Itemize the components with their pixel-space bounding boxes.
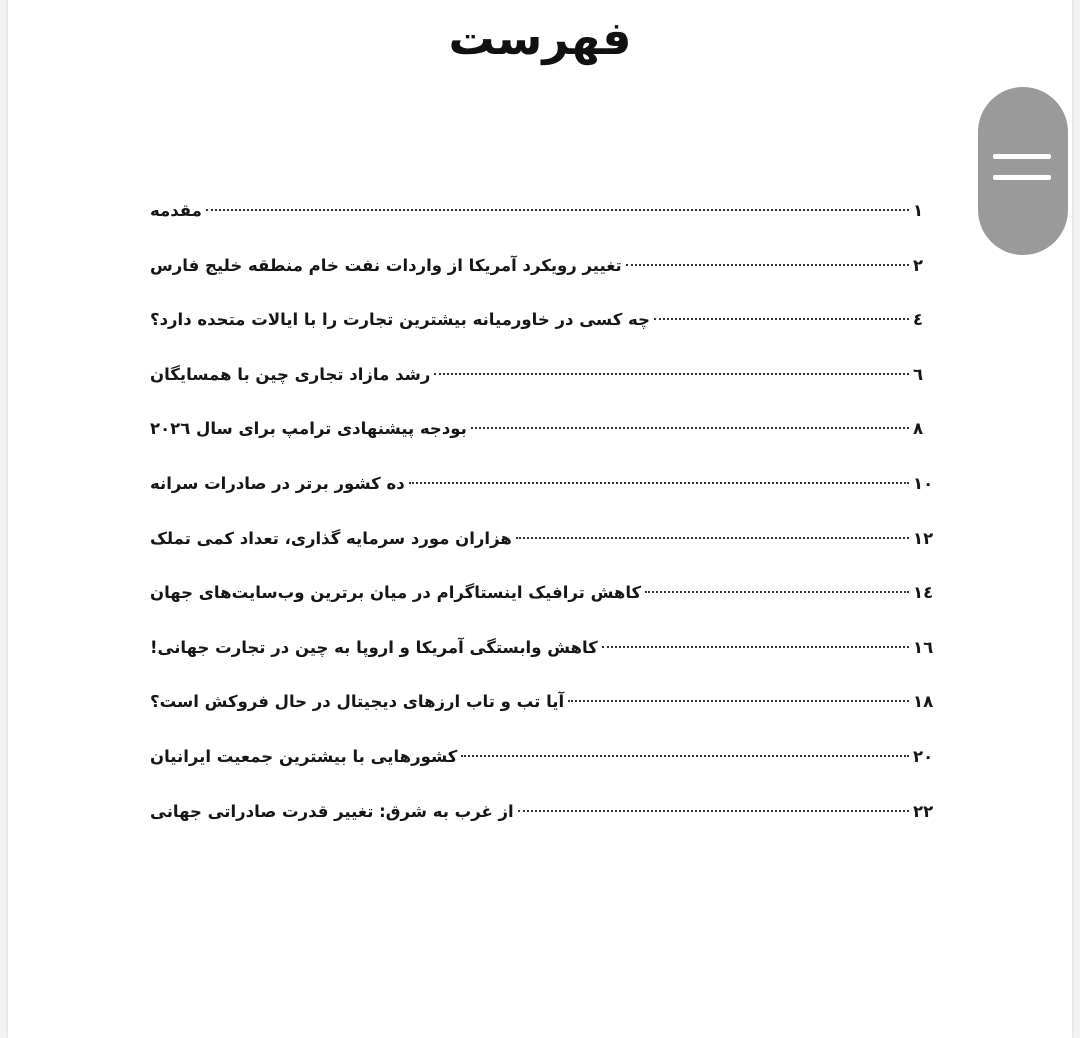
toc-item[interactable]: [144, 184, 937, 239]
toc-leader-dots: [461, 755, 909, 757]
toc-item[interactable]: [144, 293, 937, 348]
toc-item-title: ده کشور برتر در صادرات سرانه: [150, 473, 405, 493]
toc-item[interactable]: [144, 566, 937, 621]
toc-item-title: آیا تب و تاب ارزهای دیجیتال در حال فروکش است؟: [150, 692, 565, 712]
toc-item-page-number: ۲۲: [913, 801, 934, 821]
toc-item[interactable]: [144, 457, 937, 512]
toc-item-page-number: ۸: [913, 419, 924, 439]
toc-item-title: رشد مازاد تجاری چین با همسایگان: [150, 364, 431, 384]
toc-leader-dots: [471, 427, 909, 429]
toc-leader-dots: [626, 264, 909, 266]
toc-item-page-number: ۱: [913, 201, 924, 220]
toc-item[interactable]: [144, 730, 937, 785]
toc-item-page-number: ۲۰: [913, 746, 934, 766]
document-page: [8, 0, 1072, 1038]
toc-item-title: مقدمه: [150, 201, 202, 220]
toc-item-page-number: ۱۸: [913, 692, 934, 712]
toc-leader-dots: [516, 537, 909, 539]
toc-item[interactable]: [144, 239, 937, 294]
toc-item-page-number: ۱۰: [913, 473, 934, 493]
toc-item-title: کاهش ترافیک اینستاگرام در میان برترین وب‌سایت‌های جهان: [150, 583, 642, 603]
toc-item-page-number: ۲: [913, 255, 924, 275]
toc-leader-dots: [568, 700, 909, 702]
toc-item-title: بودجه پیشنهادی ترامپ برای سال ۲۰۲٦: [150, 419, 467, 439]
toc-leader-dots: [645, 591, 909, 593]
toc-item[interactable]: [144, 675, 937, 730]
toc-item-title: چه کسی در خاورمیانه بیشترین تجارت را با ایالات متحده دارد؟: [150, 310, 650, 330]
toc-item-page-number: ۱٦: [913, 637, 934, 657]
toc-item-page-number: ۱٤: [913, 583, 934, 603]
toc-item-title: کشورهایی با بیشترین جمعیت ایرانیان: [150, 746, 458, 766]
toc-leader-dots: [409, 482, 909, 484]
toc-leader-dots: [434, 373, 909, 375]
toc-item-title: کاهش وابستگی آمریکا و اروپا به چین در تجارت جهانی!: [150, 637, 598, 657]
toc-item-page-number: ۱۲: [913, 528, 934, 548]
table-of-contents: [144, 184, 937, 839]
menu-button[interactable]: [978, 87, 1068, 255]
toc-leader-dots: [518, 810, 909, 812]
toc-item-title: تغییر رویکرد آمریکا از واردات نفت خام منطقه خلیج فارس: [150, 255, 622, 275]
toc-leader-dots: [206, 209, 909, 211]
toc-item-page-number: ٦: [913, 364, 924, 384]
toc-item[interactable]: [144, 348, 937, 403]
hamburger-icon: [993, 154, 1051, 184]
toc-item[interactable]: [144, 621, 937, 676]
toc-item[interactable]: [144, 402, 937, 457]
toc-leader-dots: [654, 318, 909, 320]
toc-item-title: از غرب به شرق: تغییر قدرت صادراتی جهانی: [150, 801, 514, 821]
toc-item-page-number: ٤: [913, 310, 924, 330]
toc-item-title: هزاران مورد سرمایه گذاری، تعداد کمی تملک: [150, 528, 512, 548]
toc-item[interactable]: [144, 785, 937, 840]
page-title: فهرست: [448, 11, 632, 65]
toc-leader-dots: [602, 646, 909, 648]
toc-item[interactable]: [144, 512, 937, 567]
